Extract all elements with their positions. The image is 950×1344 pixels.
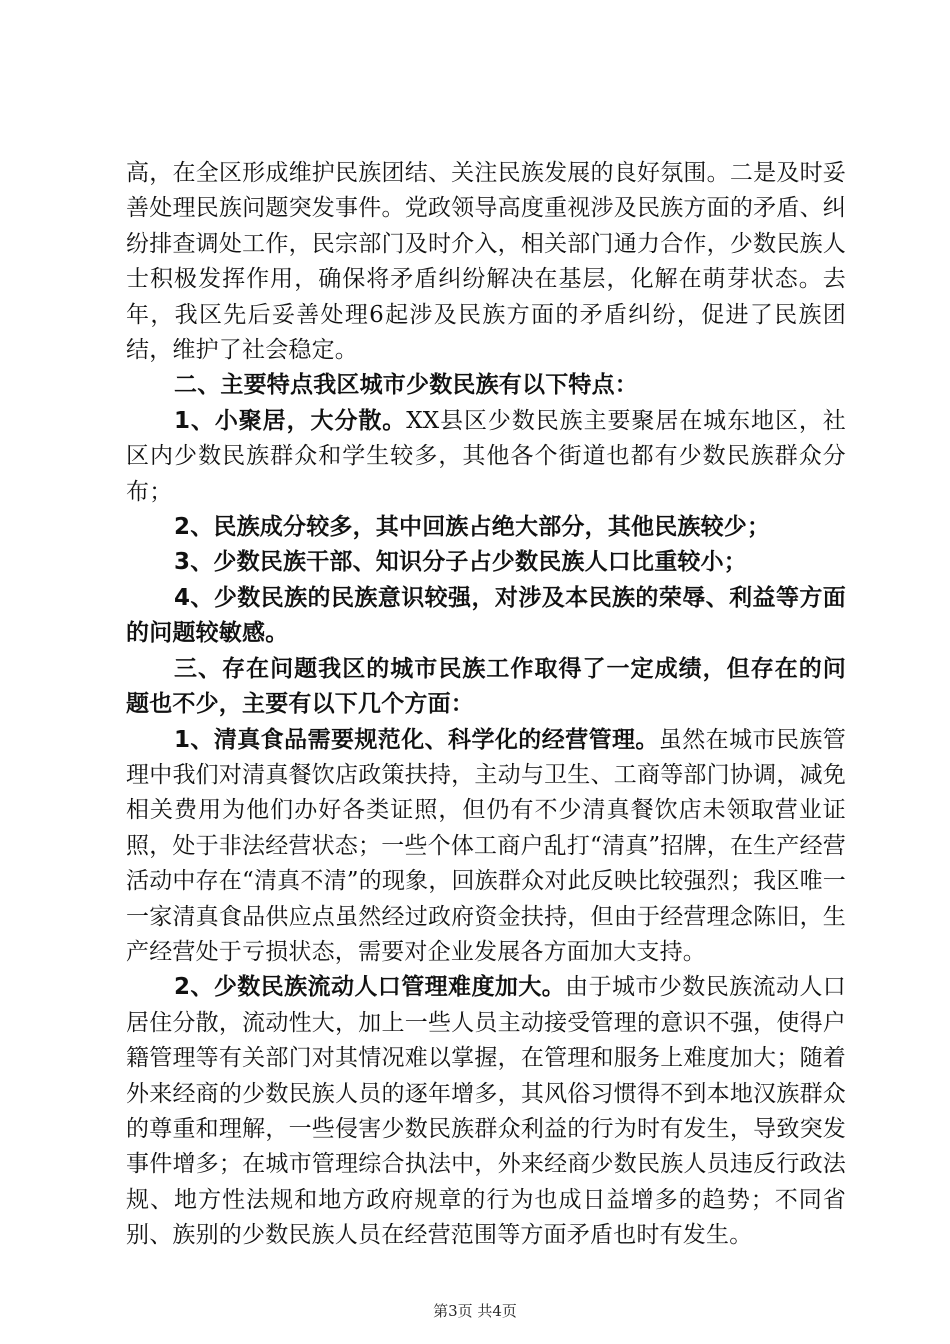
problem-item-2	[126, 970, 846, 1253]
problem-item-1	[126, 723, 846, 971]
feature-item-4-lead: 4、少数民族的民族意识较强，对涉及本民族的荣辱、利益等方面的问题较敏感。	[126, 584, 846, 647]
paragraph-1	[126, 156, 846, 368]
problem-item-2-lead: 2、少数民族流动人口管理难度加大。	[174, 974, 566, 1001]
feature-item-3	[126, 545, 846, 580]
document-body	[126, 156, 846, 1254]
feature-item-2-lead: 2、民族成分较多，其中回族占绝大部分，其他民族较少；	[174, 514, 771, 541]
feature-item-1-text: XX县区少数民族主要聚居在城东地区，社区内少数民族群众和学生较多，其他各个街道也都有少数民族群众分布；	[126, 407, 846, 505]
problem-item-1-lead: 1、清真食品需要规范化、科学化的经营管理。	[174, 726, 659, 753]
section-heading-features	[126, 368, 846, 403]
feature-item-3-lead: 3、少数民族干部、知识分子占少数民族人口比重较小；	[174, 549, 748, 576]
page-number-label: 第3页 共4页	[433, 1302, 517, 1320]
feature-item-4	[126, 581, 846, 652]
problem-item-1-text: 虽然在城市民族管理中我们对清真餐饮店政策扶持，主动与卫生、工商等部门协调，减免相关费用为他们办好各类证照，但仍有不少清真餐饮店未领取营业证照，处于非法经营状态；一些个体工商户乱打“清真”招牌，在生产经营活动中存在“清真不清”的现象，回族群众对此反映比较强烈；我区唯一一家清真食品供应点虽然经过政府资金扶持，但由于经营理念陈旧，生产经营处于亏损状态，需要对企业发展各方面加大支持。	[126, 726, 846, 965]
problem-item-2-text: 由于城市少数民族流动人口居住分散，流动性大，加上一些人员主动接受管理的意识不强，使得户籍管理等有关部门对其情况难以掌握，在管理和服务上难度加大；随着外来经商的少数民族人员的逐年增多，其风俗习惯得不到本地汉族群众的尊重和理解，一些侵害少数民族群众利益的行为时有发生，导致突发事件增多；在城市管理综合执法中，外来经商少数民族人员违反行政法规、地方性法规和地方政府规章的行为也成日益增多的趋势；不同省别、族别的少数民族人员在经营范围等方面矛盾也时有发生。	[126, 974, 847, 1249]
section-heading-features-lead: 二、主要特点我区城市少数民族有以下特点：	[174, 372, 638, 399]
paragraph-1-text: 高，在全区形成维护民族团结、关注民族发展的良好氛围。二是及时妥善处理民族问题突发事件。党政领导高度重视涉及民族方面的矛盾、纠纷排查调处工作，民宗部门及时介入，相关部门通力合作，少数民族人士积极发挥作用，确保将矛盾纠纷解决在基层，化解在萌芽状态。去年，我区先后妥善处理6起涉及民族方面的矛盾纠纷，促进了民族团结，维护了社会稳定。	[126, 160, 846, 364]
feature-item-1-lead: 1、小聚居，大分散。	[174, 407, 407, 434]
feature-item-1	[126, 404, 846, 510]
feature-item-2	[126, 510, 846, 545]
section-heading-problems-lead: 三、存在问题我区的城市民族工作取得了一定成绩，但存在的问题也不少，主要有以下几个方面：	[126, 655, 846, 718]
section-heading-problems	[126, 652, 846, 723]
page-footer	[0, 1300, 950, 1321]
